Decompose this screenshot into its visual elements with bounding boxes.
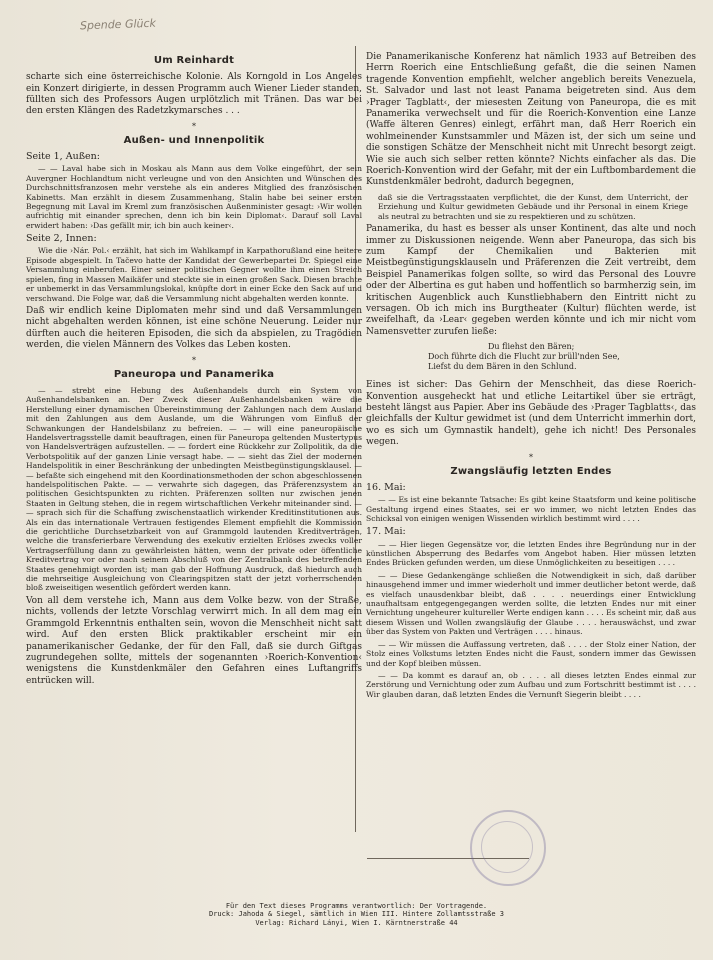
left-column bbox=[26, 52, 362, 691]
paragraph: Panamerika, du hast es besser als unser Kontinent, das alte und noch immer zu Diskussionen neigende. Wenn aber Paneuropa, das sich bis zum Kampf der Chemikalien und Bakterien mit Meistbegünstigungsklauseln und Präferenzen die Zeit vertreibt, dem Beispiel Panamerikas folgen sollte, so wird das Personal des Louvre oder der Albertina es gut haben und hoffentlich so barmherzig sein, im kritischen Augenblick auch Kunstliebhabern den Eintritt nicht zu versagen. Ob ich mich ins Burgtheater (Kultur) flüchten werde, ist zweifelhaft, da ›Lear‹ gegeben werden könnte und ich mir nicht vom Namensvetter zurufen ließe: bbox=[366, 224, 696, 337]
handwritten-note: Spende Glück bbox=[79, 16, 157, 33]
verse-quote bbox=[428, 342, 696, 372]
verse-line: Liefst du dem Bären in den Schlund. bbox=[428, 362, 577, 372]
paragraph: Von all dem verstehe ich, Mann aus dem Volke bezw. von der Straße, nichts, vollends der letzte Vorschlag verwirrt mich. In all dem mag ein Grammgold Erkenntnis enthalten sein, wovon die Menschheit nicht satt wird. Auf den ersten Blick praktikabler erscheint mir ein panamerikanischer Gedanke, der für den Fall, daß sie durch Giftgas zugrundegehen sollte, mittels der sogenannten ›Roerich-Konvention‹ wenigstens die Kunstdenkmäler den Gefahren eines Luftangriffs entrücken will. bbox=[26, 595, 362, 686]
paragraph: — — Hier liegen Gegensätze vor, die letzten Endes ihre Begründung nur in der künstlichen Absperrung des Bedarfes vom Angebot haben. Hier müssen letzten Endes Brücken gefunden werden, um diese Unmöglichkeiten zu beseitigen . . . . bbox=[366, 539, 696, 568]
paragraph: Wie die ›Nár. Pol.‹ erzählt, hat sich im Wahlkampf in Karpathorußland eine heitere Episode abgespielt. In Tačevo hatte der Kandidat der Gewerbepartei Dr. Spiegel eine Versammlung einberufen. Einer seiner politischen Gegner wollte ihm einen Streich spielen, fing in Massen Maikäfer und steckte sie in einen großen Sack. Diesen brachte er unbemerkt in das Versammlungslokal, knüpfte dort in einer Ecke den Sack auf und verschwand. Die Folge war, daß die Versammlung nicht abgehalten werden konnte. bbox=[26, 246, 362, 303]
library-stamp bbox=[470, 810, 546, 886]
paragraph: Daß wir endlich keine Diplomaten mehr sind und daß Versammlungen nicht abgehalten werden können, ist eine schöne Neuerung. Leider nur dürften auch die heiteren Episoden, die sich da abspielen, zu Tragödien werden, die vielen Männern des Volkes das Leben kosten. bbox=[26, 305, 362, 351]
heading-aussen-innenpolitik: Außen- und Innenpolitik bbox=[123, 135, 265, 147]
footer-line: Für den Text dieses Programms verantwortlich: Der Vortragende. bbox=[225, 902, 488, 910]
paragraph: — — Wir müssen die Auffassung vertreten, daß . . . . der Stolz einer Nation, der Stolz eines Volkstums letzten Endes nicht die Faust, sondern immer das Gewissen und der Kopf bleiben müssen. bbox=[366, 639, 696, 668]
verse-line: Du fliehst den Bären; bbox=[488, 342, 575, 352]
paragraph: Die Panamerikanische Konferenz hat nämlich 1933 auf Betreiben des Herrn Roerich eine Entschließung gefaßt, die die seinen Namen tragende Konvention empfiehlt, welcher angeblich bereits Venezuela, St. Salvador und last not least Panama beigetreten sind. Aus dem ›Prager Tagblatt‹, der miesesten Zeitung von Paneuropa, die es mit Panamerika verwechselt und für die Roerich-Konvention eine Lanze (Waffe älteren Genres) einlegt, erfährt man, daß Herr Roerich ein wohlmeinender Kunstsammler und Mäzen ist, der sich um seine und die sonstigen Schätze der Menschheit nicht mit Unrecht besorgt zeigt. Wie sie auch sich selber retten könnte? Nichts einfacher als das. Die Roerich-Konvention wird der Gefahr, mit der ein Luftbombardement die Kunstdenkmäler bedroht, dadurch begegnen, bbox=[366, 52, 696, 188]
paragraph: — — Es ist eine bekannte Tatsache: Es gibt keine Staatsform und keine politische Gestaltung irgend eines Staates, sei er wo immer, wo nicht letzten Endes das Schicksal von einigen wenigen Wissenden wirklich bestimmt wird . . . . bbox=[366, 495, 696, 524]
subheading: 17. Mai: bbox=[366, 526, 406, 538]
paragraph: — — Diese Gedankengänge schließen die Notwendigkeit in sich, daß darüber hinausgehend immer und immer wiederholt und immer deutlicher betont werde, daß es vielfach unausdenkbar bleibt, daß . . . . neuerdings einer Entwicklung unaufhaltsam entgegengegangen werden sollte, die letzten Endes nur mit einer Vernichtung ungeheurer kultureller Werte endigen kann . . . . Es scheint mir, daß aus diesem Wissen und Wollen zwangsläufig der Glaube . . . . herauswächst, und zwar über das System von Pakten und Verträgen . . . . hinaus. bbox=[366, 570, 696, 637]
heading-paneuropa-panamerika: Paneuropa und Panamerika bbox=[113, 368, 275, 380]
section-separator: * bbox=[529, 452, 533, 462]
imprint-footer bbox=[0, 902, 713, 927]
right-column bbox=[366, 52, 696, 702]
paragraph: Eines ist sicher: Das Gehirn der Menschheit, das diese Roerich-Konvention ausgeheckt hat und etliche Leitartikel über sie erträgt, besteht längst aus Papier. Aber ins Gebäude des ›Prager Tagblatts‹, das gleichfalls der Kultur gewidmet ist (und dem Unterricht immerhin dort, wo es sich um Gymnastik handelt), gehe ich nicht! Des Personales wegen. bbox=[366, 380, 696, 448]
verse-line: Doch führte dich die Flucht zur brüll'nden See, bbox=[428, 352, 620, 362]
heading-um-reinhardt: Um Reinhardt bbox=[153, 55, 235, 66]
section-separator: * bbox=[192, 355, 196, 365]
paragraph: scharte sich eine österreichische Kolonie. Als Korngold in Los Angeles ein Konzert dirigierte, in dessen Programm auch Wiener Lieder standen, füllten sich des Professors Augen urplötzlich mit Tränen. Das war bei den ersten Klängen des Radetzkymarsches . . . bbox=[26, 72, 362, 117]
paragraph: — — Laval habe sich in Moskau als Mann aus dem Volke eingeführt, der sein Auvergner Hochlandtum nicht verleugne und von den Ansichten und Wünschen des Durchschnittsfranzosen mehr verstehe als ein anderes Mitglied des französischen Kabinetts. Man erzählt in diesem Zusammenhang, Stalin habe bei seiner ersten Begegnung mit Laval im Kreml zum französischen Außenminister gesagt: ›Wir wollen aufrichtig mit einander sprechen, denn ich bin kein Diplomat‹. Darauf soll Laval erwidert haben: ›Das gefällt mir, ich bin auch keiner‹. bbox=[26, 164, 362, 230]
heading-zwangslaeufig: Zwangsläufig letzten Endes bbox=[450, 465, 612, 477]
subheading: Seite 1, Außen: bbox=[26, 151, 100, 163]
quoted-paragraph: daß sie die Vertragsstaaten verpflichtet, die der Kunst, dem Unterricht, der Erziehung und Kultur gewidmeten Gebäude und ihr Personal in einem Kriege als neutral zu betrachten und sie zu respektieren und zu schützen. bbox=[378, 192, 688, 221]
paragraph: — — strebt eine Hebung des Außenhandels durch ein System von Außenhandelsbanken an. Der Zweck dieser Außenhandelsbanken wäre die Herstellung einer dynamischen Übereinstimmung der Zahlungen nach dem Ausland mit den Zahlungen aus dem Auslande, um die Währungen vom Einfluß der Schwankungen der Handelsbilanz zu befreien. — — will eine paneuropäische Handelsvertragsstelle damit beauftragen, einen für Paneuropa geltenden Mustertypus von Handelsverträgen aufzustellen. — — fordert eine Rückkehr zur Zollpolitik, da die Verbotspolitik auf der ganzen Linie versagt habe. — — sieht das Ziel der modernen Handelspolitik in einer Beschränkung der unbedingten Meistbegünstigungsklausel. — — befaßte sich eingehend mit den Koordinationsmethoden der schon abgeschlossenen handelspolitischen Pakte. — — verwahrte sich dagegen, das Präferenzsystem an politischen Gesichtspunkten zu richten. Präferenzen sollten nur zwischen jenen Staaten in Geltung stehen, die in regem wirtschaftlichen Verkehr miteinander sind. — — sprach sich für die Schaffung zwischenstaatlich wirkender Kreditinstitutionen aus. Als ein das internationale Vertrauen festigendes Element empfiehlt die Kommission die gerichtliche Durchsetzbarkeit von auf Grammgold lautenden Kreditverträgen, welche die transferierbare Verwendung des exekutiv erzielten Erlöses zwecks voller Vertragserfüllung dann zu gewährleisten hätten, wenn der private oder öffentliche Kreditvertrag vor oder nach seinem Abschluß von der Zentralbank des betreffenden Staates genehmigt worden ist; man gab der Hoffnung Ausdruck, daß hiedurch auch die mehrseitige Ausgleichung von Clearingspitzen statt der jetzt vorherrschenden bloß zweiseitigen wesentlich gefördert werden kann. bbox=[26, 385, 362, 593]
section-separator: * bbox=[192, 121, 196, 131]
footer-line: Druck: Jahoda & Siegel, sämtlich in Wien III. Hintere Zollamtsstraße 3 bbox=[208, 910, 504, 919]
footer-line: Verlag: Richard Lányi, Wien I. Kärntnerstraße 44 bbox=[255, 918, 458, 927]
subheading: Seite 2, Innen: bbox=[26, 233, 97, 245]
paragraph: — — Da kommt es darauf an, ob . . . . all dieses letzten Endes einmal zur Zerstörung und Vernichtung oder zum Aufbau und zum Fortschritt bestimmt ist . . . . Wir glauben daran, daß letzten Endes die Vernunft Siegerin bleibt . . . . bbox=[366, 670, 696, 699]
subheading: 16. Mai: bbox=[366, 482, 406, 493]
